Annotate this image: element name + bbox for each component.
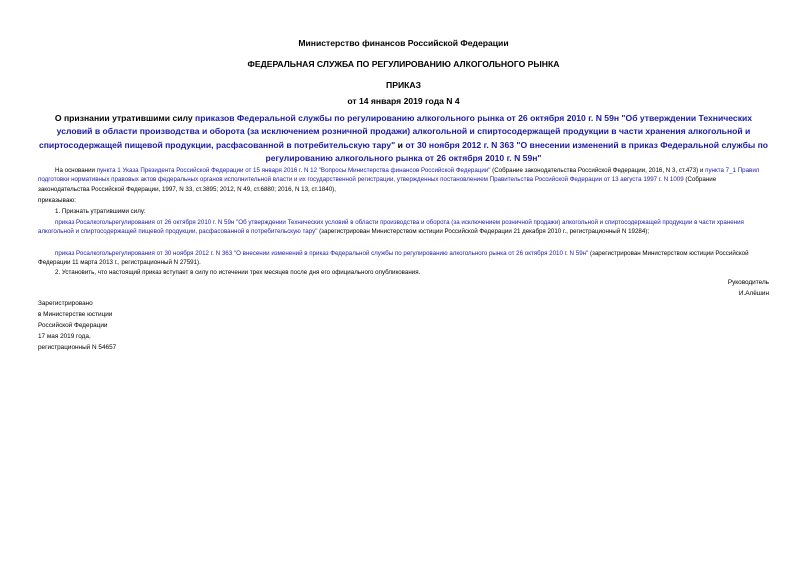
preamble-text-1: На основании [55,167,97,174]
signature-role: Руководитель [727,279,769,286]
registration-line-3: Российской Федерации [38,322,108,329]
registration-line-2: в Министерстве юстиции [38,311,113,318]
order-word: приказываю: [38,197,76,204]
preamble-text-3: (Собрание законодательства Российской Федерации, 1997, N 33, ст.3895; 2012, N 49, ст.6880; 2016, N 13, ст.1840), [38,176,717,193]
document-title [36,112,771,165]
preamble-text-2: (Собрание законодательства Российской Федерации, 2016, N 3, ст.473) и [490,167,706,174]
date-number-heading: от 14 января 2019 года N 4 [347,96,460,106]
item-2: 2. Установить, что настоящий приказ вступает в силу по истечении трех месяцев после дня его официального опубликования. [55,269,421,276]
title-middle: и [395,139,406,150]
signature-name: И.Алёшин [738,290,769,297]
preamble-link-decree[interactable]: пункта 1 Указа Президента Российской Федерации от 15 января 2016 г. N 12 "Вопросы Министерства финансов Российской Федерации" [96,167,491,174]
service-heading: ФЕДЕРАЛЬНАЯ СЛУЖБА ПО РЕГУЛИРОВАНИЮ АЛКОГОЛЬНОГО РЫНКА [247,59,560,69]
preamble-paragraph [38,166,769,194]
ministry-heading: Министерство финансов Российской Федерации [298,38,509,48]
item-1: 1. Признать утратившими силу: [55,208,146,215]
title-link-order-59n[interactable]: приказов Федеральной службы по регулированию алкогольного рынка от 26 октября 2010 г. N 59н "Об утверждении Технических условий в области производства и оборота (за исключением розничной продажи) алкогольной и спиртосодержащей продукции в части хранения алкогольной и спиртосодержащей пищевой продукции, расфасованной в потребительскую тару" [38,113,753,150]
sub-item-2-text: (зарегистрирован Министерством юстиции Российской Федерации 11 марта 2013 г., регистрационный N 27591). [38,250,749,267]
sub-item-1 [38,218,769,237]
doc-type-heading: ПРИКАЗ [386,80,421,90]
preamble-link-rules[interactable]: пункта 7_1 Правил подготовки нормативных правовых актов федеральных органов исполнительной власти и их государственной регистрации, утвержденных постановлением Правительства Российской Федерации от 13 августа 1997 г. N 1009 [38,167,760,184]
sub-item-1-text: (зарегистрирован Министерством юстиции Российской Федерации 21 декабря 2010 г., регистрационный N 19284); [317,228,650,236]
registration-line-1: Зарегистрировано [38,300,93,307]
title-prefix: О признании утратившими силу [54,113,196,123]
registration-line-4: 17 мая 2019 года, [38,333,91,340]
sub-item-1-link[interactable]: приказ Росалкогольрегулирования от 26 октября 2010 г. N 59н "Об утверждении Технических условий в области производства и оборота (за исключением розничной продажи) алкогольной и спиртосодержащей продукции в части хранения алкогольной и спиртосодержащей пищевой продукции, расфасованной в потребительскую тару" [38,219,744,236]
registration-line-5: регистрационный N 54657 [38,344,117,351]
title-link-order-363[interactable]: от 30 ноября 2012 г. N 363 "О внесении изменений в приказ Федеральной службы по регулированию алкогольного рынка от 26 октября 2010 г. N 59н" [265,139,769,163]
sub-item-2 [38,249,769,268]
sub-item-2-link[interactable]: приказ Росалкогольрегулирования от 30 ноября 2012 г. N 363 "О внесении изменений в приказ Федеральной службы по регулированию алкогольного рынка от 26 октября 2010 г. N 59н" [55,250,589,257]
